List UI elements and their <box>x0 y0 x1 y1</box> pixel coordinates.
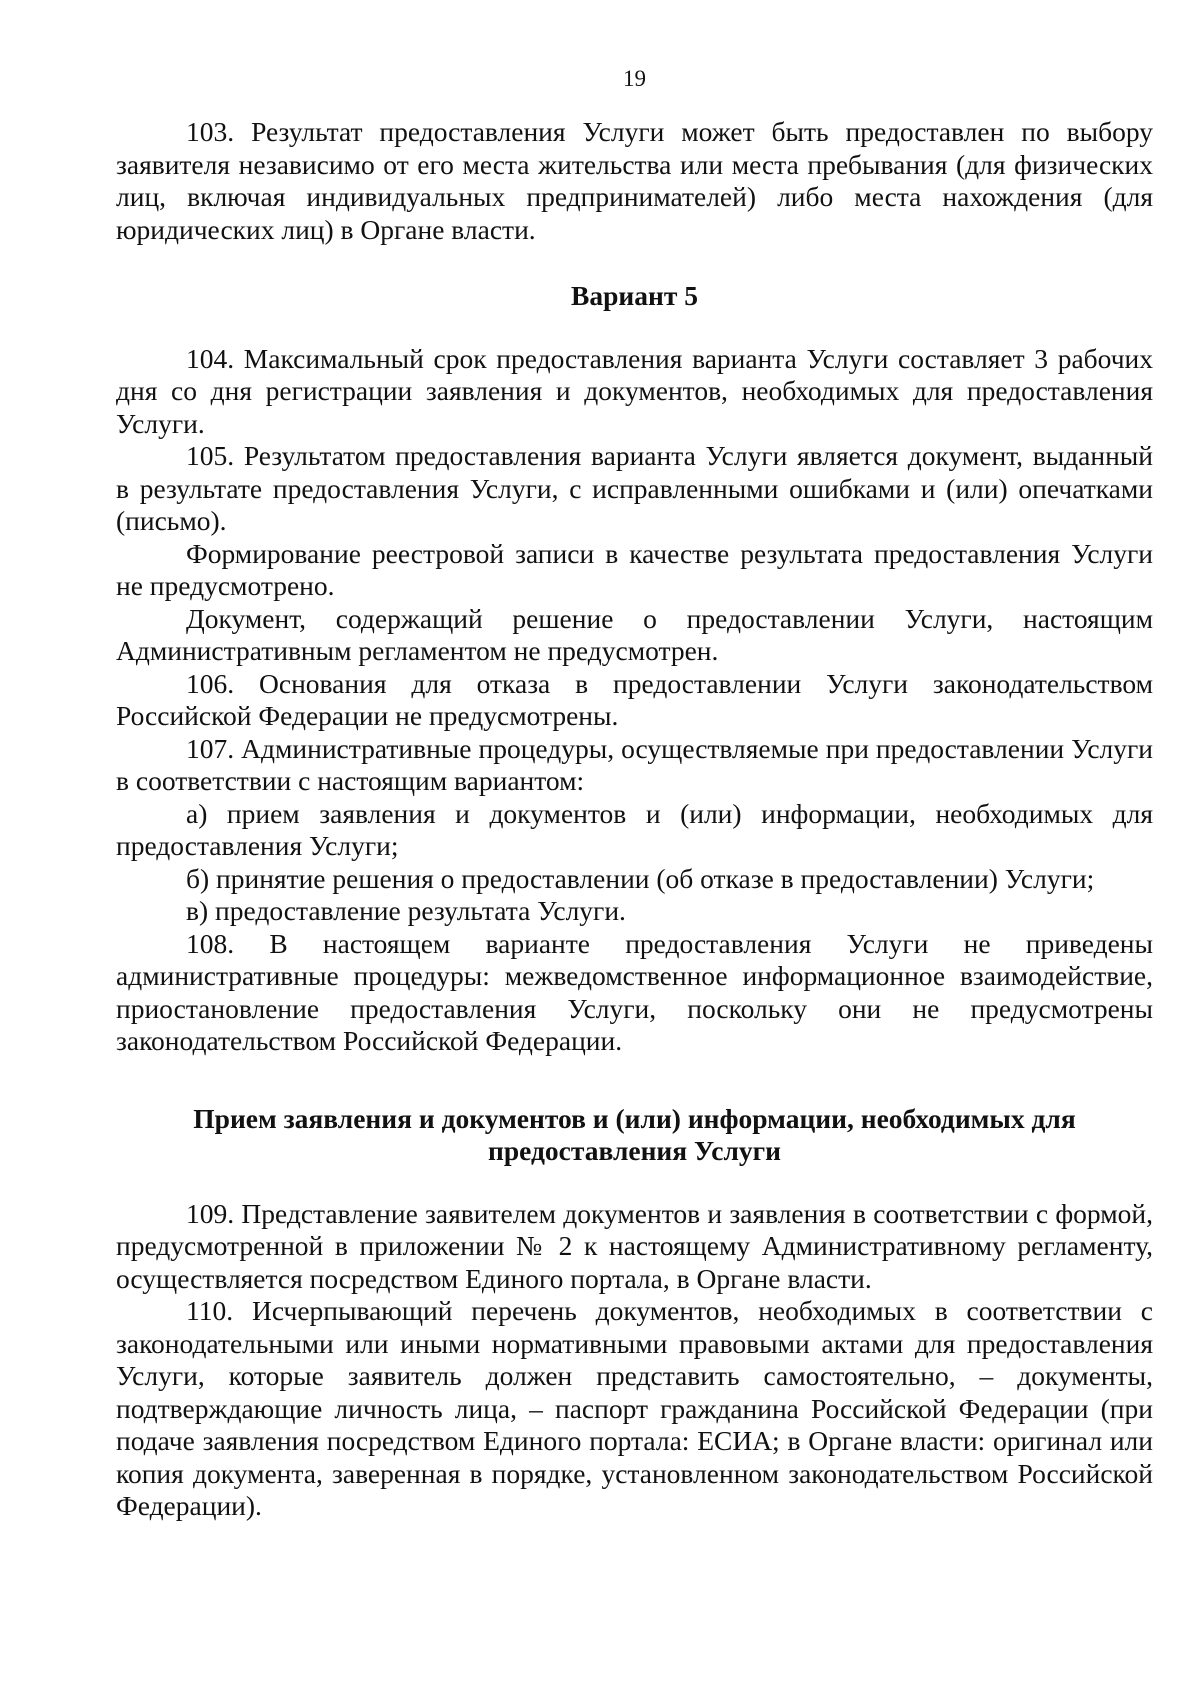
paragraph-106: 106. Основания для отказа в предоставлении Услуги законодательством Российской Федерации не предусмотрены. <box>116 667 1153 731</box>
paragraph-decision-document: Документ, содержащий решение о предоставлении Услуги, настоящим Административным регламентом не предусмотрен. <box>116 602 1153 666</box>
reception-heading: Прием заявления и документов и (или) информации, необходимых для предоставления Услуги <box>193 1102 1076 1166</box>
variant-heading: Вариант 5 <box>571 280 698 311</box>
paragraph-109: 109. Представление заявителем документов и заявления в соответствии с формой, предусмотренной в приложении № 2 к настоящему Административному регламенту, осуществляется посредством Единого портала, в Органе власти. <box>116 1197 1153 1294</box>
paragraph-103: 103. Результат предоставления Услуги может быть предоставлен по выбору заявителя независимо от его места жительства или места пребывания (для физических лиц, включая индивидуальных предпринимателей) либо места нахождения (для юридических лиц) в Органе власти. <box>116 116 1153 245</box>
paragraph-110: 110. Исчерпывающий перечень документов, необходимых в соответствии с законодательными или иными нормативными правовыми актами для предоставления Услуги, которые заявитель должен представить самостоятельно, – документы, подтверждающие личность лица, – паспорт гражданина Российской Федерации (при подаче заявления посредством Единого портала: ЕСИА; в Органе власти: оригинал или копия документа, заверенная в порядке, установленном законодательством Российской Федерации). <box>116 1295 1153 1521</box>
paragraph-105: 105. Результатом предоставления варианта Услуги является документ, выданный в результате предоставления Услуги, с исправленными ошибками и (или) опечатками (письмо). <box>116 440 1153 536</box>
document-page <box>116 62 1153 1523</box>
paragraph-107: 107. Административные процедуры, осуществляемые при предоставлении Услуги в соответствии с настоящим вариантом: <box>116 732 1153 796</box>
page-number: 19 <box>623 66 646 91</box>
paragraph-104: 104. Максимальный срок предоставления варианта Услуги составляет 3 рабочих дня со дня регистрации заявления и документов, необходимых для предоставления Услуги. <box>116 342 1153 439</box>
list-item-b: б) принятие решения о предоставлении (об отказе в предоставлении) Услуги; <box>186 862 1095 894</box>
list-item-v: в) предоставление результата Услуги. <box>186 895 626 926</box>
list-item-a: а) прием заявления и документов и (или) информации, необходимых для предоставления Услуги; <box>116 797 1153 861</box>
paragraph-registry-record: Формирование реестровой записи в качестве результата предоставления Услуги не предусмотрено. <box>116 537 1153 601</box>
paragraph-108: 108. В настоящем варианте предоставления Услуги не приведены административные процедуры: межведомственное информационное взаимодействие, приостановление предоставления Услуги, поскольку они не предусмотрены законодательством Российской Федерации. <box>116 927 1153 1056</box>
